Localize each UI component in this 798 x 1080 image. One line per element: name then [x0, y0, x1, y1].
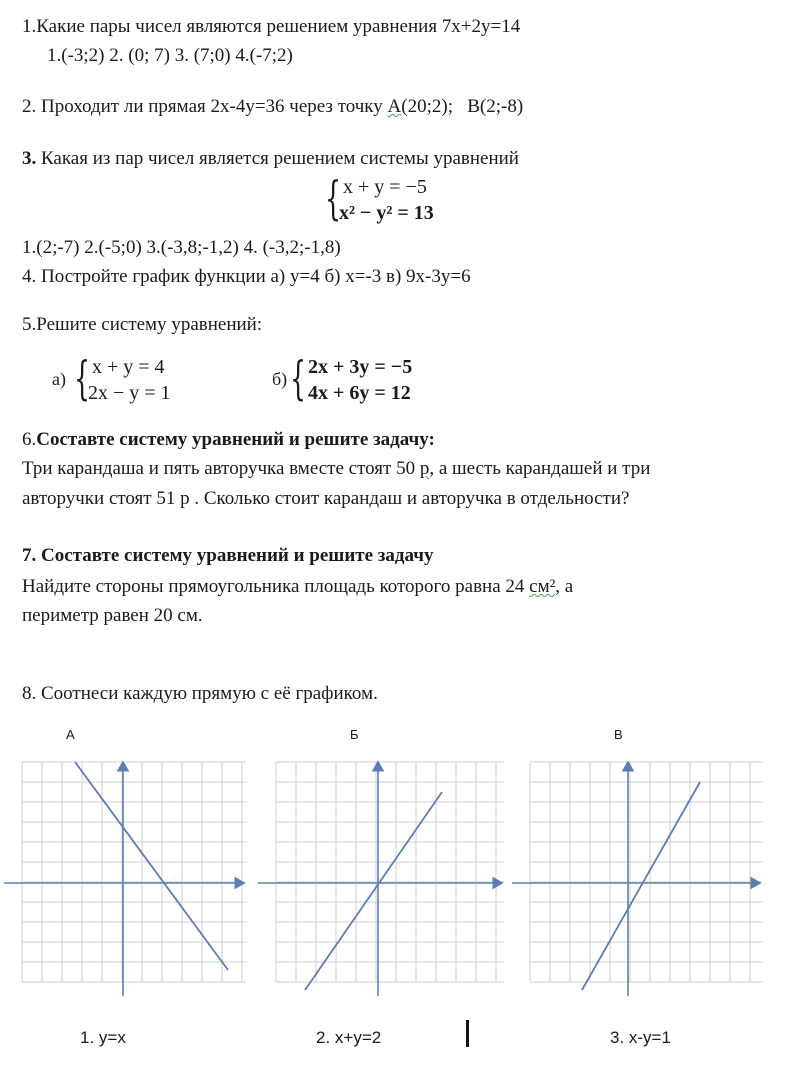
- graph-a: [4, 762, 246, 996]
- q5-a-label: а): [52, 369, 66, 389]
- q6-title-text: Составте систему уравнений и решите задачу:: [36, 429, 435, 450]
- q3-system: [325, 171, 485, 226]
- q4-text: 4. Постройте график функции а) y=4 б) x=-3 в) 9x-3y=6: [22, 266, 471, 287]
- q7-line1-post: , а: [555, 576, 574, 597]
- answer-1: 1. y=x: [80, 1028, 126, 1047]
- q5-title: 5.Решите систему уравнений:: [22, 314, 263, 335]
- q6-title: [22, 429, 435, 451]
- q6-line1-post: , а шесть карандашей и три: [429, 458, 651, 479]
- q2-question: [22, 96, 523, 118]
- q3-eq2: x² − y² = 13: [339, 202, 434, 224]
- q6-line1-pre: Три карандаша и пять авторучка вместе стоят 50: [22, 458, 420, 479]
- q1-options: 1.(-3;2) 2. (0; 7) 3. (7;0) 4.(-7;2): [47, 45, 293, 66]
- q7-line1-pre: Найдите стороны прямоугольника площадь которого равна 24: [22, 576, 530, 597]
- q5-b-eq1: 2x + 3y = −5: [308, 356, 413, 378]
- q5-a-eq1: x + y = 4: [92, 356, 165, 378]
- q7-title: 7. Составте систему уравнений и решите задачу: [22, 545, 434, 566]
- q8-title: 8. Соотнеси каждую прямую с её графиком.: [22, 683, 378, 704]
- q6-line1: [22, 458, 650, 480]
- graphs-svg: [0, 750, 798, 1010]
- q2-point-a-letter: A: [387, 96, 402, 117]
- graph-label-c: В: [614, 727, 623, 742]
- q7-line1-flag: см²: [529, 576, 556, 597]
- q5-system-a: [52, 351, 252, 406]
- q5-a-brace: {: [74, 351, 91, 405]
- q5-b-eq2: 4x + 6y = 12: [308, 382, 411, 404]
- graph-label-b: Б: [350, 727, 359, 742]
- q5-b-label: б): [272, 369, 288, 389]
- q7-line1: [22, 576, 573, 598]
- graph-b: [258, 762, 504, 996]
- plot-line-c: [582, 782, 700, 990]
- q5-system-b: [272, 351, 492, 406]
- q1-question: 1.Какие пары чисел являются решением уравнения 7x+2y=14: [22, 16, 521, 37]
- q3-number: 3.: [22, 148, 37, 169]
- q3-options: 1.(2;-7) 2.(-5;0) 3.(-3,8;-1,2) 4. (-3,2;-1,8): [22, 237, 341, 258]
- q6-line2: авторучки стоят 51 р . Сколько стоит карандаш и авторучка в отдельности?: [22, 488, 630, 509]
- q2-point-a-coords: (20;2);: [401, 96, 453, 117]
- q6-line1-flag: р: [419, 458, 430, 479]
- answer-2: 2. x+y=2: [316, 1028, 382, 1047]
- q3-question: [22, 148, 519, 170]
- q2-point-b: B(2;-8): [467, 96, 524, 117]
- answer-3: 3. x-y=1: [610, 1028, 671, 1047]
- q5-b-brace: {: [290, 351, 307, 405]
- q3-eq1: x + y = −5: [343, 176, 427, 198]
- q2-prefix: 2. Проходит ли прямая 2x-4y=36 через точку: [22, 96, 388, 117]
- q7-line2: периметр равен 20 см.: [22, 605, 203, 626]
- q5-a-eq2: 2x − y = 1: [88, 382, 171, 404]
- graph-c: [512, 762, 762, 996]
- q3-brace: {: [325, 171, 342, 225]
- q6-number: 6.: [22, 429, 37, 450]
- text-cursor: [466, 1020, 469, 1047]
- graph-label-a: А: [66, 727, 75, 742]
- plot-line-a: [75, 762, 228, 970]
- q3-question-text: Какая из пар чисел является решением системы уравнений: [36, 148, 519, 169]
